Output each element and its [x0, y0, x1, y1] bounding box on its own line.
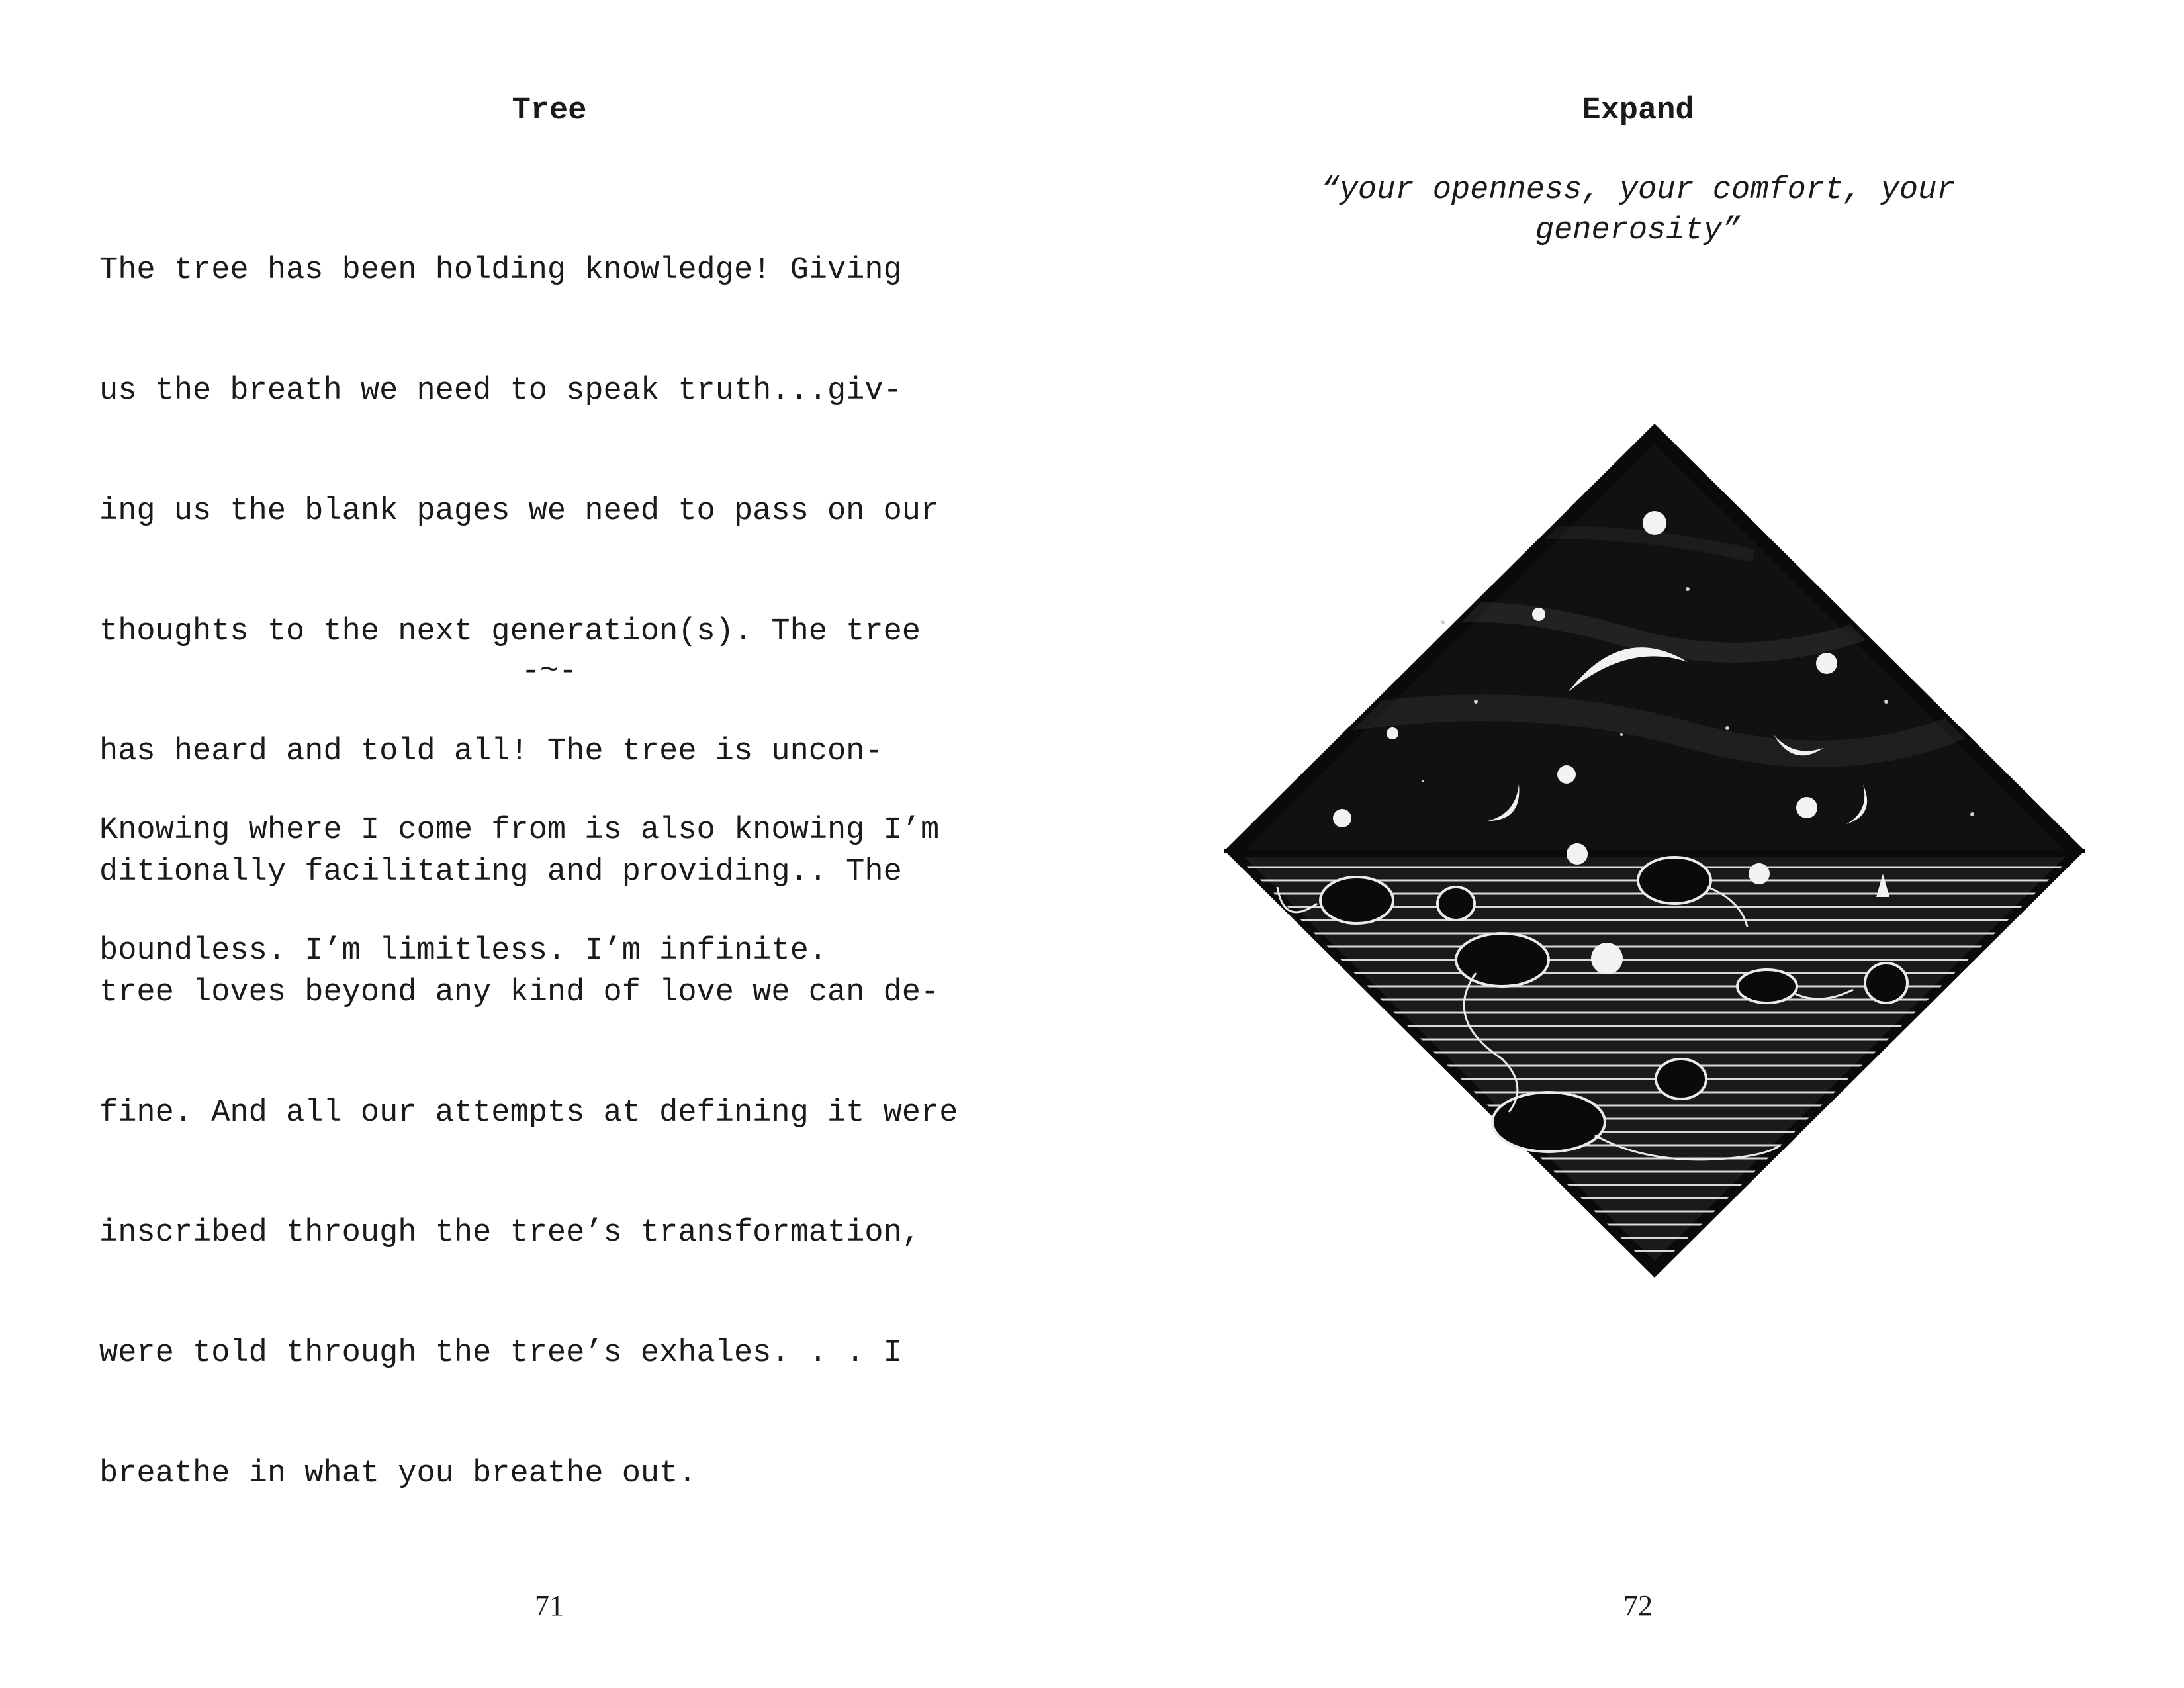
- full-moon: [1643, 511, 1666, 535]
- figure-head: [1492, 1092, 1605, 1152]
- text-line: breathe in what you breathe out.: [99, 1456, 697, 1491]
- page-number: 72: [1623, 1589, 1653, 1622]
- full-moon: [1796, 797, 1817, 818]
- page-title: Tree: [512, 93, 587, 128]
- page-title: Expand: [1582, 93, 1694, 128]
- full-moon: [1591, 943, 1623, 974]
- epigraph: [1092, 171, 2184, 251]
- full-moon: [1567, 843, 1588, 865]
- full-moon: [1557, 765, 1576, 784]
- full-moon: [1749, 863, 1770, 884]
- text-line: ditionally facilitating and providing.. The: [99, 855, 902, 890]
- page-number: 71: [535, 1589, 564, 1622]
- text-line: thoughts to the next generation(s). The tree: [99, 614, 921, 649]
- text-line: inscribed through the tree’s transformation,: [99, 1215, 921, 1251]
- epigraph-line: generosity”: [1535, 212, 1741, 248]
- section-separator: -~-: [521, 654, 578, 689]
- text-line: fine. And all our attempts at defining it were: [99, 1095, 958, 1131]
- text-line: Knowing where I come from is also knowing I’m: [99, 813, 940, 849]
- text-line: were told through the tree’s exhales. . . I: [99, 1336, 902, 1372]
- text-line: The tree has been holding knowledge! Giving: [99, 253, 902, 289]
- figure-head: [1456, 933, 1549, 986]
- diamond-night-sky-sea-illustration: [1224, 424, 2085, 1278]
- figure-head: [1865, 963, 1907, 1003]
- body-paragraph: [99, 731, 1013, 1052]
- right-page: [1092, 0, 2184, 1688]
- text-line: ing us the blank pages we need to pass on our: [99, 493, 940, 529]
- text-line: boundless. I’m limitless. I’m infinite.: [99, 933, 827, 968]
- full-moon: [1816, 653, 1837, 674]
- full-moon: [1387, 727, 1398, 739]
- figure-head: [1656, 1059, 1706, 1099]
- text-line: us the breath we need to speak truth...giv-: [99, 373, 902, 408]
- text-line: has heard and told all! The tree is uncon-: [99, 734, 884, 770]
- full-moon: [1333, 809, 1351, 827]
- figure-head: [1737, 970, 1797, 1003]
- text-line: tree loves beyond any kind of love we can de-: [99, 974, 940, 1010]
- figure-head: [1320, 877, 1393, 923]
- epigraph-line: “your openness, your comfort, your: [1320, 173, 1956, 208]
- full-moon: [1532, 608, 1545, 621]
- figure-head: [1638, 857, 1711, 904]
- figure-head: [1437, 887, 1475, 920]
